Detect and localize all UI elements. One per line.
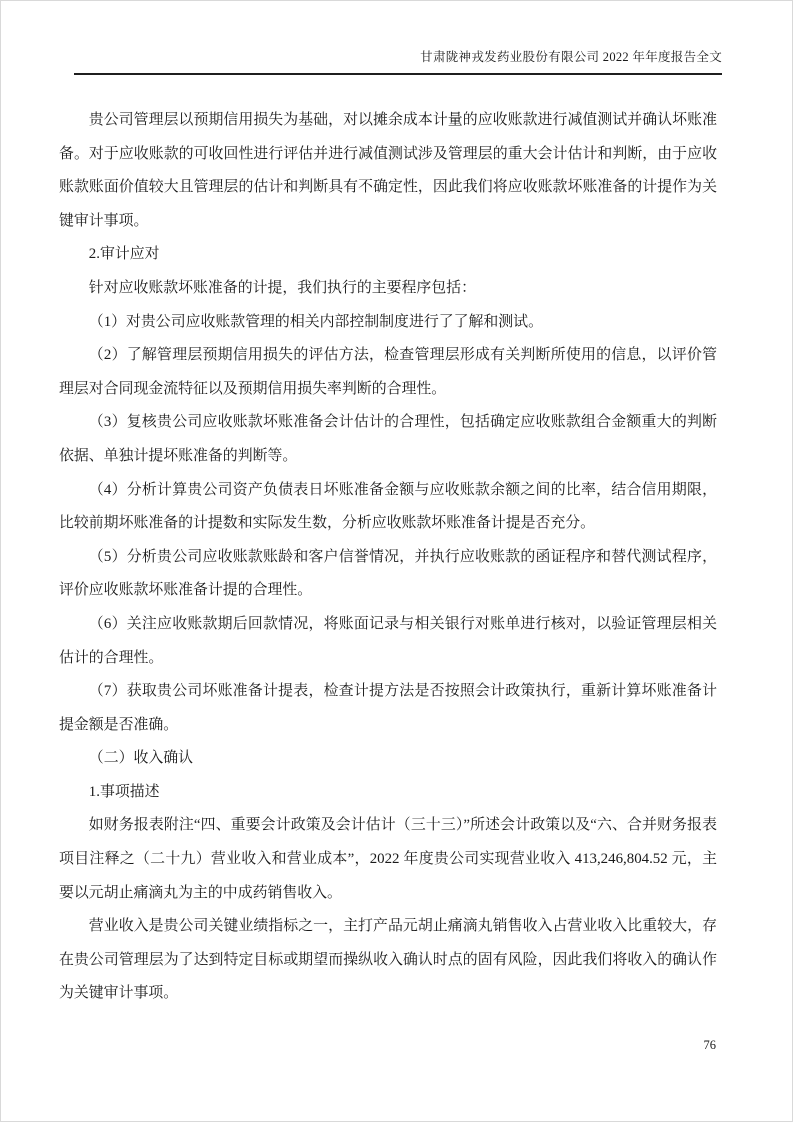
audit-procedure-item-1: （1）对贵公司应收账款管理的相关内部控制制度进行了了解和测试。 xyxy=(88,313,543,330)
paragraph-revenue-policy: 如财务报表附注“四、重要会计政策及会计估计（三十三）”所述会计政策以及“六、合并财务报表项目注释之（二十九）营业收入和营业成本”，2022 年度贵公司实现营业收入 413,246,804.52 元，主要以元胡止痛滴丸为主的中成药销售收入。 xyxy=(59,817,717,901)
page-number: 76 xyxy=(703,1038,716,1052)
heading-matter-description: 1.事项描述 xyxy=(88,783,160,800)
header-rule xyxy=(74,73,722,75)
audit-procedure-item-2: （2）了解管理层预期信用损失的评估方法，检查管理层形成有关判断所使用的信息，以评价管理层对合同现金流特征以及预期信用损失率判断的合理性。 xyxy=(59,347,717,397)
heading-audit-response: 2.审计应对 xyxy=(88,246,160,263)
audit-procedure-item-7: （7）获取贵公司坏账准备计提表，检查计提方法是否按照会计政策执行，重新计算坏账准备计提金额是否准确。 xyxy=(59,683,717,733)
paragraph-audit-procedures-intro: 针对应收账款坏账准备的计提，我们执行的主要程序包括： xyxy=(88,279,476,296)
audit-procedure-item-3: （3）复核贵公司应收账款坏账准备会计估计的合理性，包括确定应收账款组合金额重大的判断依据、单独计提坏账准备的判断等。 xyxy=(59,414,717,464)
report-header-title: 甘肃陇神戎发药业股份有限公司 2022 年年度报告全文 xyxy=(420,50,722,64)
audit-procedure-item-5: （5）分析贵公司应收账款账龄和客户信誉情况，并执行应收账款的函证程序和替代测试程序，评价应收账款坏账准备计提的合理性。 xyxy=(59,548,717,599)
audit-procedure-item-4: （4）分析计算贵公司资产负债表日坏账准备金额与应收账款余额之间的比率，结合信用期限，比较前期坏账准备的计提数和实际发生数，分析应收账款坏账准备计提是否充分。 xyxy=(59,481,717,532)
audit-procedure-item-6: （6）关注应收账款期后回款情况，将账面记录与相关银行对账单进行核对，以验证管理层相关估计的合理性。 xyxy=(59,615,717,666)
paragraph-bad-debt-description: 贵公司管理层以预期信用损失为基础，对以摊余成本计量的应收账款进行减值测试并确认坏账准备。对于应收账款的可收回性进行评估并进行减值测试涉及管理层的重大会计估计和判断，由于应收账款账面价值较大且管理层的估计和判断具有不确定性，因此我们将应收账款坏账准备的计提作为关键审计事项。 xyxy=(59,112,717,229)
paragraph-revenue-risk: 营业收入是贵公司关键业绩指标之一，主打产品元胡止痛滴丸销售收入占营业收入比重较大，存在贵公司管理层为了达到特定目标或期望而操纵收入确认时点的固有风险，因此我们将收入的确认作为关键审计事项。 xyxy=(59,918,717,1002)
document-body xyxy=(59,104,717,1011)
heading-revenue-recognition: （二）收入确认 xyxy=(88,750,194,767)
